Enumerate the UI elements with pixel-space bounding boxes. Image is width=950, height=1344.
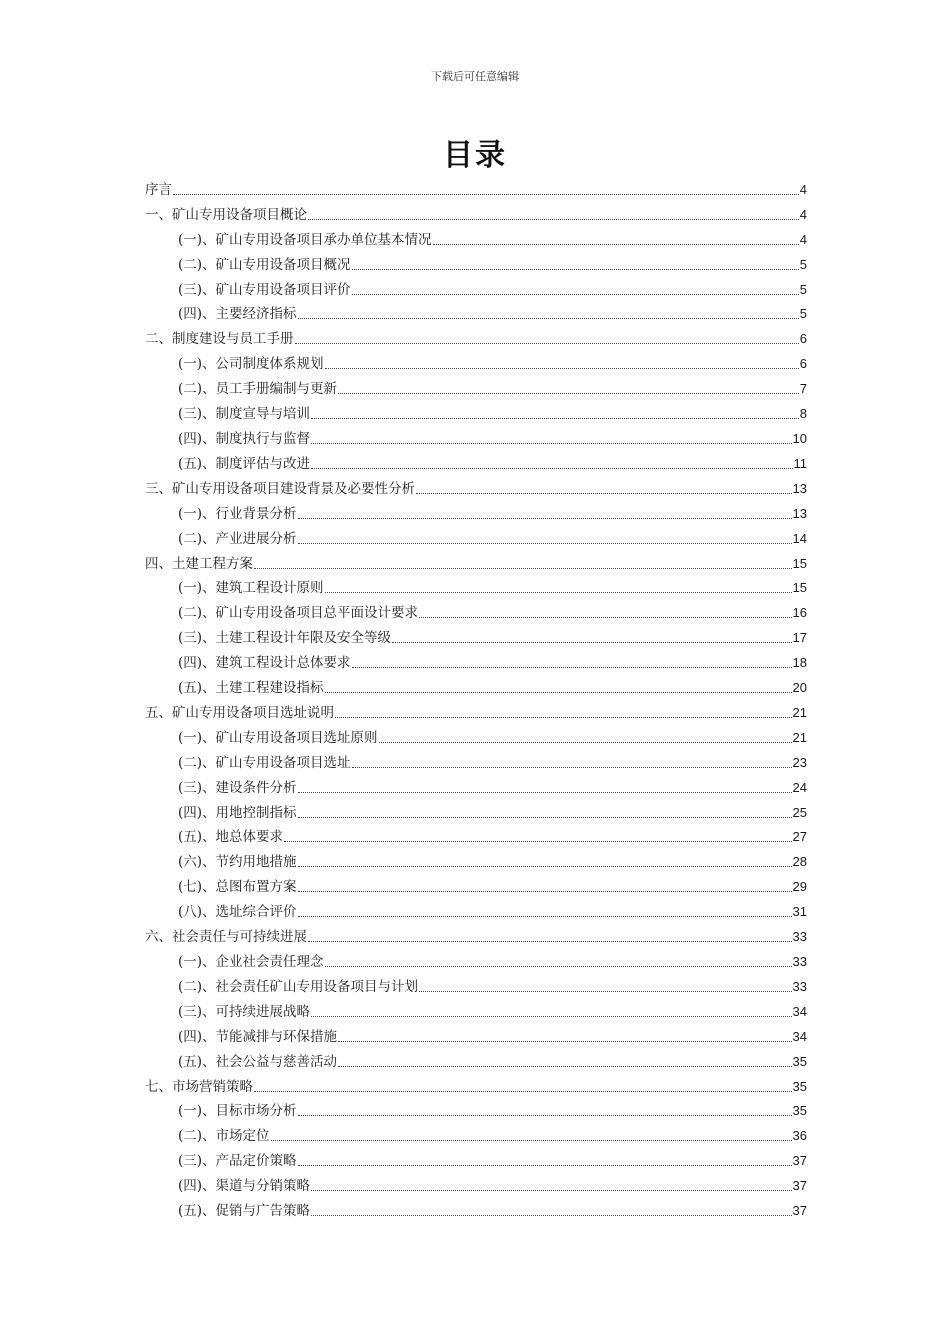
toc-entry-page-number: 31 <box>792 904 807 920</box>
toc-entry[interactable] <box>145 772 807 797</box>
toc-entry[interactable] <box>145 1170 807 1195</box>
toc-entry-label: (四)、主要经济指标 <box>178 306 297 323</box>
toc-entry-page-number: 34 <box>792 1028 807 1044</box>
toc-entry[interactable] <box>145 672 807 697</box>
dot-leader <box>284 841 791 842</box>
toc-entry[interactable] <box>145 896 807 921</box>
toc-entry[interactable] <box>145 498 807 523</box>
toc-entry[interactable] <box>145 722 807 747</box>
toc-entry-label: (二)、矿山专用设备项目概况 <box>178 256 351 273</box>
toc-entry[interactable] <box>145 398 807 423</box>
dot-leader <box>298 1115 792 1116</box>
toc-entry-page-number: 35 <box>792 1078 807 1094</box>
dot-leader <box>325 966 792 967</box>
toc-entry-page-number: 13 <box>792 505 807 521</box>
toc-entry-label: (二)、矿山专用设备项目选址 <box>178 754 351 771</box>
toc-entry[interactable] <box>145 423 807 448</box>
toc-entry-label: (一)、企业社会责任理念 <box>178 954 324 970</box>
toc-entry[interactable] <box>145 1071 807 1096</box>
toc-entry-label: 三、矿山专用设备项目建设背景及必要性分析 <box>145 480 415 497</box>
toc-entry-label: (二)、矿山专用设备项目总平面设计要求 <box>178 605 419 622</box>
toc-entry-page-number: 4 <box>799 181 807 197</box>
dot-leader <box>298 817 792 818</box>
toc-entry-page-number: 37 <box>792 1178 807 1194</box>
toc-entry-page-number: 21 <box>792 729 807 745</box>
toc-entry-page-number: 24 <box>792 779 807 795</box>
toc-entry[interactable] <box>145 373 807 398</box>
page-title: 目录 <box>443 138 507 173</box>
toc-entry[interactable] <box>145 946 807 971</box>
toc-entry-label: (四)、节能减排与环保措施 <box>178 1028 338 1045</box>
toc-entry-page-number: 20 <box>792 680 807 696</box>
toc-entry-label: (二)、市场定位 <box>178 1128 270 1145</box>
dot-leader <box>295 343 799 344</box>
toc-entry-page-number: 28 <box>792 854 807 870</box>
toc-entry[interactable] <box>145 622 807 647</box>
dot-leader <box>298 543 792 544</box>
toc-entry-label: (四)、建筑工程设计总体要求 <box>178 655 351 672</box>
toc-entry-page-number: 35 <box>792 1053 807 1069</box>
dot-leader <box>416 493 792 494</box>
toc-entry[interactable] <box>145 822 807 847</box>
toc-entry-label: 二、制度建设与员工手册 <box>145 331 294 348</box>
dot-leader <box>298 1165 792 1166</box>
dot-leader <box>298 891 792 892</box>
dot-leader <box>325 692 792 693</box>
toc-entry[interactable] <box>145 697 807 722</box>
toc-entry[interactable] <box>145 921 807 946</box>
toc-entry-label: (八)、选址综合评价 <box>178 904 297 921</box>
dot-leader <box>311 443 791 444</box>
toc-entry-label: (三)、土建工程设计年限及安全等级 <box>178 630 392 647</box>
dot-leader <box>419 617 791 618</box>
toc-entry-page-number: 36 <box>792 1128 807 1144</box>
dot-leader <box>173 194 799 195</box>
toc-entry-page-number: 34 <box>792 1003 807 1019</box>
toc-entry-label: (二)、社会责任矿山专用设备项目与计划 <box>178 978 419 995</box>
toc-entry-page-number: 13 <box>792 480 807 496</box>
toc-entry-label: 七、市场营销策略 <box>145 1078 253 1095</box>
toc-entry-page-number: 11 <box>793 455 807 471</box>
toc-entry[interactable] <box>145 597 807 622</box>
toc-entry[interactable] <box>145 1145 807 1170</box>
toc-entry-label: (七)、总图布置方案 <box>178 879 297 896</box>
toc-entry[interactable] <box>145 996 807 1021</box>
toc-entry[interactable] <box>145 1046 807 1071</box>
toc-entry-label: (三)、可持续进展战略 <box>178 1003 311 1020</box>
dot-leader <box>311 1215 791 1216</box>
toc-entry-page-number: 10 <box>792 430 807 446</box>
toc-entry[interactable] <box>145 199 807 224</box>
toc-entry[interactable] <box>145 1195 807 1220</box>
toc-entry[interactable] <box>145 299 807 324</box>
toc-entry[interactable] <box>145 747 807 772</box>
toc-entry-page-number: 37 <box>792 1153 807 1169</box>
toc-entry[interactable] <box>145 323 807 348</box>
dot-leader <box>338 393 799 394</box>
toc-entry-label: (一)、行业背景分析 <box>178 505 297 522</box>
toc-entry-page-number: 33 <box>792 978 807 994</box>
toc-entry-label: (三)、建设条件分析 <box>178 779 297 796</box>
dot-leader <box>311 1190 791 1191</box>
toc-entry-label: (二)、产业进展分析 <box>178 530 297 547</box>
dot-leader <box>311 418 799 419</box>
toc-entry-label: (一)、矿山专用设备项目选址原则 <box>178 729 378 746</box>
dot-leader <box>271 1140 792 1141</box>
toc-entry[interactable] <box>145 971 807 996</box>
dot-leader <box>298 518 792 519</box>
toc-entry[interactable] <box>145 1120 807 1145</box>
toc-entry[interactable] <box>145 573 807 598</box>
toc-entry-label: 六、社会责任与可持续进展 <box>145 929 307 946</box>
toc-entry-page-number: 17 <box>792 630 807 646</box>
toc-entry-page-number: 7 <box>799 381 807 397</box>
toc-entry-page-number: 18 <box>792 655 807 671</box>
toc-entry-page-number: 33 <box>792 929 807 945</box>
toc-entry-page-number: 33 <box>792 954 807 969</box>
toc-entry-page-number: 4 <box>799 206 807 222</box>
toc-entry-label: (一)、矿山专用设备项目承办单位基本情况 <box>178 231 432 248</box>
toc-entry-label: (四)、渠道与分销策略 <box>178 1178 311 1195</box>
toc-entry-label: (五)、地总体要求 <box>178 829 284 846</box>
toc-entry-page-number: 21 <box>792 704 807 720</box>
dot-leader <box>311 1016 791 1017</box>
toc-entry[interactable] <box>145 523 807 548</box>
toc-entry-label: (五)、促销与广告策略 <box>178 1203 311 1220</box>
dot-leader <box>308 941 792 942</box>
toc-entry-label: (三)、矿山专用设备项目评价 <box>178 281 351 298</box>
toc-entry[interactable] <box>145 871 807 896</box>
toc-entry-label: (四)、制度执行与监督 <box>178 430 311 447</box>
toc-entry-page-number: 4 <box>799 231 807 247</box>
toc-entry-page-number: 6 <box>799 356 807 372</box>
toc-entry-label: (五)、土建工程建设指标 <box>178 680 324 697</box>
toc-entry-page-number: 15 <box>792 555 807 571</box>
dot-leader <box>352 294 799 295</box>
toc-entry-label: (一)、目标市场分析 <box>178 1103 297 1120</box>
toc-entry[interactable] <box>145 249 807 274</box>
toc-entry-label: (五)、制度评估与改进 <box>178 455 311 472</box>
toc-entry[interactable] <box>145 846 807 871</box>
toc-entry-label: 序言 <box>145 181 172 198</box>
dot-leader <box>254 568 792 569</box>
toc-entry-page-number: 25 <box>792 804 807 820</box>
toc-entry-label: (三)、制度宣导与培训 <box>178 406 311 423</box>
toc-entry-label: (五)、社会公益与慈善活动 <box>178 1053 338 1070</box>
dot-leader <box>352 767 792 768</box>
toc-entry-page-number: 37 <box>792 1203 807 1219</box>
toc-entry-page-number: 35 <box>792 1103 807 1119</box>
toc-entry-label: 一、矿山专用设备项目概论 <box>145 206 307 223</box>
toc-entry-page-number: 23 <box>792 754 807 770</box>
toc-entry-page-number: 5 <box>799 256 807 272</box>
dot-leader <box>311 468 792 469</box>
dot-leader <box>298 866 792 867</box>
toc-entry[interactable] <box>145 348 807 373</box>
toc-entry-page-number: 27 <box>792 829 807 845</box>
dot-leader <box>325 592 792 593</box>
toc-entry[interactable] <box>145 174 807 199</box>
dot-leader <box>335 717 792 718</box>
dot-leader <box>298 792 792 793</box>
toc-entry-label: (二)、员工手册编制与更新 <box>178 381 338 398</box>
page-header: 下载后可任意编辑 <box>431 70 519 83</box>
dot-leader <box>298 916 792 917</box>
toc-entry-page-number: 6 <box>799 331 807 347</box>
toc-entry-label: (六)、节约用地措施 <box>178 854 297 871</box>
toc-entry-page-number: 15 <box>792 580 807 596</box>
dot-leader <box>298 318 799 319</box>
dot-leader <box>419 991 791 992</box>
table-of-contents <box>145 174 807 1220</box>
dot-leader <box>352 269 799 270</box>
toc-entry-label: 五、矿山专用设备项目选址说明 <box>145 704 334 721</box>
toc-entry-page-number: 8 <box>799 406 807 422</box>
toc-entry-page-number: 14 <box>792 530 807 546</box>
dot-leader <box>433 244 799 245</box>
dot-leader <box>325 368 799 369</box>
dot-leader <box>308 219 799 220</box>
toc-entry[interactable] <box>145 473 807 498</box>
toc-entry-page-number: 16 <box>792 605 807 621</box>
toc-entry[interactable] <box>145 647 807 672</box>
toc-entry-label: 四、土建工程方案 <box>145 555 253 572</box>
toc-entry-label: (四)、用地控制指标 <box>178 804 297 821</box>
dot-leader <box>338 1066 791 1067</box>
toc-entry[interactable] <box>145 224 807 249</box>
toc-entry-page-number: 5 <box>799 306 807 322</box>
toc-entry[interactable] <box>145 448 807 473</box>
toc-entry-page-number: 29 <box>792 879 807 895</box>
toc-entry[interactable] <box>145 797 807 822</box>
toc-entry-label: (一)、公司制度体系规划 <box>178 356 324 373</box>
dot-leader <box>379 742 792 743</box>
toc-entry[interactable] <box>145 1021 807 1046</box>
toc-entry-page-number: 5 <box>799 281 807 297</box>
dot-leader <box>254 1091 792 1092</box>
toc-entry[interactable] <box>145 548 807 573</box>
dot-leader <box>352 667 792 668</box>
toc-entry[interactable] <box>145 274 807 299</box>
dot-leader <box>338 1041 791 1042</box>
toc-entry[interactable] <box>145 1096 807 1121</box>
toc-entry-label: (三)、产品定价策略 <box>178 1153 297 1170</box>
toc-entry-label: (一)、建筑工程设计原则 <box>178 580 324 597</box>
dot-leader <box>392 642 791 643</box>
